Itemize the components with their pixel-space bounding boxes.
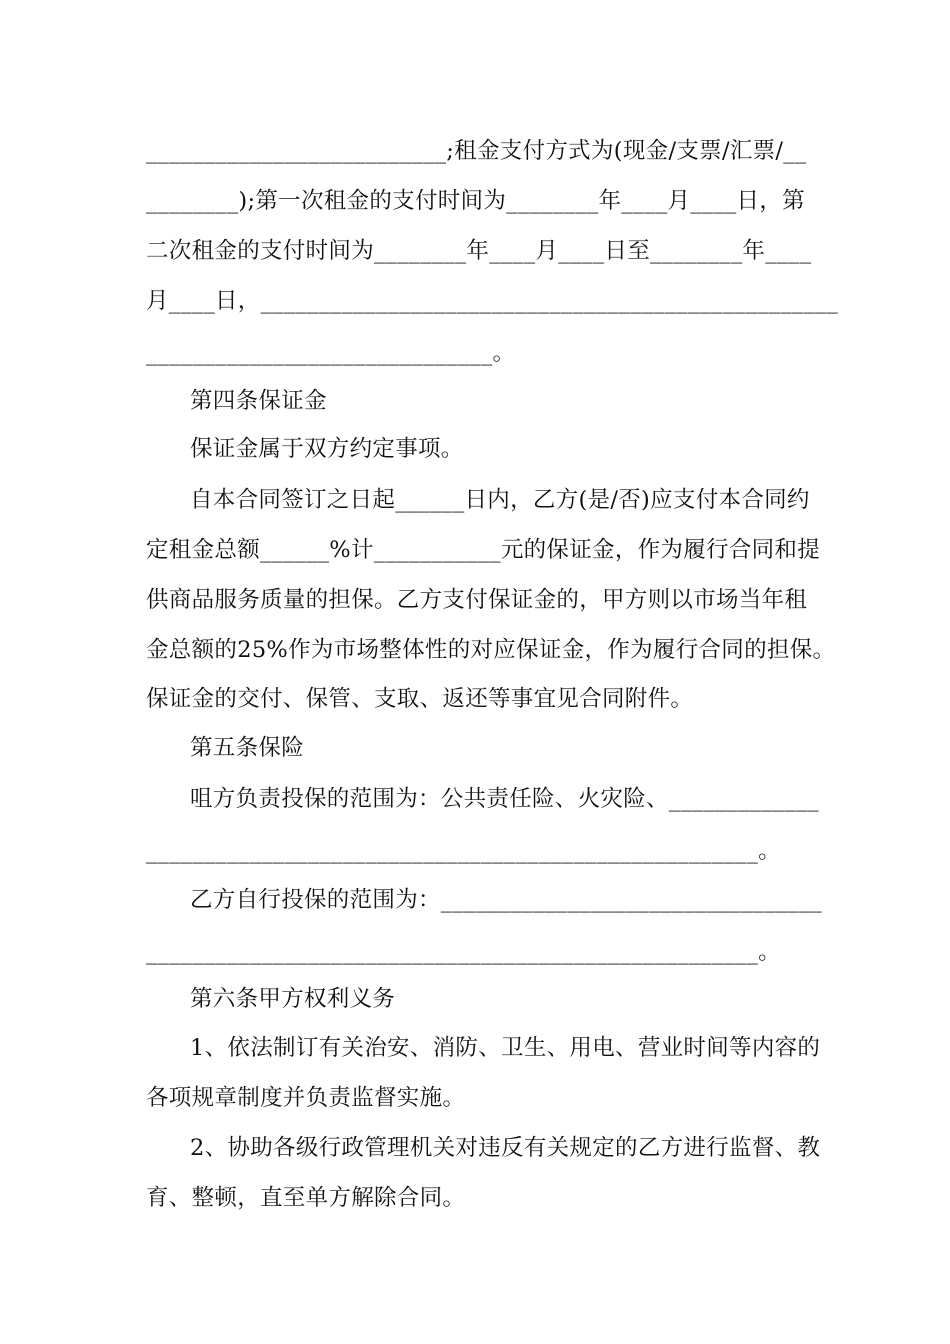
article-5-heading: 第五条保险 [190,735,305,761]
deposit-paragraph-1: 保证金属于双方约定事项。 [190,436,464,462]
rent-payment-method-line: __________________________;租金支付方式为(现金/支票/汇票/__ [146,138,807,164]
second-rent-end-line: 月____日，__________________________________________________ [146,288,839,314]
deposit-paragraph-2-line-4: 金总额的25%作为市场整体性的对应保证金，作为履行合同的担保。 [146,637,836,663]
deposit-paragraph-2-line-3: 供商品服务质量的担保。乙方支付保证金的，甲方则以市场当年租 [146,587,808,613]
insurance-party-b-line-1: 乙方自行投保的范围为：_________________________________ [190,887,822,913]
article-6-heading: 第六条甲方权利义务 [190,986,396,1012]
party-a-duty-2-line-1: 2、协助各级行政管理机关对违反有关规定的乙方进行监督、教 [190,1135,821,1161]
deposit-paragraph-2-line-2: 定租金总额______%计___________元的保证金，作为履行合同和提 [146,537,821,563]
insurance-party-a-line-1: 咀方负责投保的范围为：公共责任险、火灾险、_____________ [190,786,819,812]
party-a-duty-1-line-2: 各项规章制度并负责监督实施。 [146,1085,466,1111]
insurance-party-a-line-2: _____________________________________________________。 [146,838,781,864]
party-a-duty-1-line-1: 1、依法制订有关治安、消防、卫生、用电、营业时间等内容的 [190,1035,821,1061]
article-4-heading: 第四条保证金 [190,388,327,414]
blank-line: ______________________________。 [146,340,516,366]
party-a-duty-2-line-2: 育、整顿，直至单方解除合同。 [146,1185,466,1211]
deposit-paragraph-2-line-5: 保证金的交付、保管、支取、返还等事宜见合同附件。 [146,686,694,712]
second-rent-date-line: 二次租金的支付时间为________年____月____日至________年____ [146,238,812,264]
deposit-paragraph-2-line-1: 自本合同签订之日起______日内，乙方(是/否)应支付本合同约 [190,487,810,513]
insurance-party-b-line-2: _____________________________________________________。 [146,939,781,965]
first-rent-date-line: ________);第一次租金的支付时间为________年____月____日，第 [146,188,805,214]
